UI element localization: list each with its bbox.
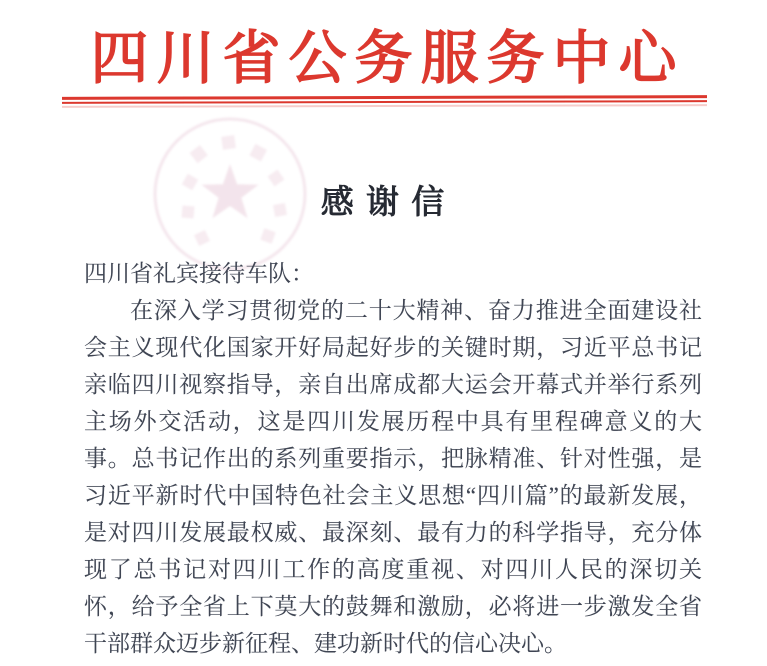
- letterhead-org-name: 四川省公务服务中心: [90, 26, 685, 91]
- body-line: 主场外交活动，这是四川发展历程中具有里程碑意义的大: [84, 409, 702, 434]
- body-line: 亲临四川视察指导，亲自出席成都大运会开幕式并举行系列: [84, 372, 702, 397]
- letterhead-rule-echo: [62, 104, 707, 108]
- body-line: 习近平新时代中国特色社会主义思想“四川篇”的最新发展，: [84, 483, 702, 508]
- body-line: 是对四川发展最权威、最深刻、最有力的科学指导，充分体: [84, 520, 702, 545]
- body-line: 现了总书记对四川工作的高度重视、对四川人民的深切关: [84, 557, 702, 582]
- body-line: 会主义现代化国家开好局起好步的关键时期，习近平总书记: [84, 335, 702, 360]
- letterhead-rule: [62, 95, 707, 108]
- body-line: 干部群众迈步新征程、建功新时代的信心决心。: [84, 631, 567, 656]
- document-title: 感 谢 信: [320, 185, 447, 221]
- body-line: 在深入学习贯彻党的二十大精神、奋力推进全面建设社: [130, 298, 702, 323]
- salutation: 四川省礼宾接待车队：: [84, 261, 314, 286]
- body-line: 事。总书记作出的系列重要指示，把脉精准、针对性强，是: [84, 446, 702, 471]
- letter-body: [84, 255, 702, 662]
- body-line: 怀，给予全省上下莫大的鼓舞和激励，必将进一步激发全省: [84, 594, 702, 619]
